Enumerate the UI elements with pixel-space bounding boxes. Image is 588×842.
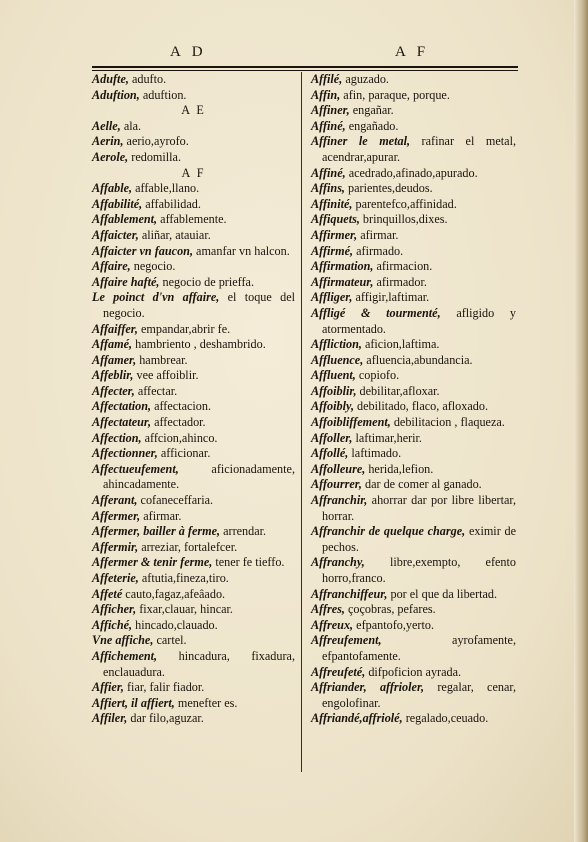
definition: eximir de pechos.	[322, 524, 516, 554]
dictionary-entry	[92, 415, 295, 431]
headword: Affectation,	[92, 399, 152, 414]
headword: Affaicter,	[92, 227, 139, 242]
dictionary-entry	[92, 399, 295, 415]
definition: dar filo,aguzar.	[127, 711, 204, 726]
headword: Affranchir de quelque charge,	[311, 524, 466, 539]
definition: empandar,abrir fe.	[137, 321, 231, 336]
header-rule-thin	[92, 70, 518, 71]
definition: affcion,ahinco.	[141, 430, 218, 445]
headword: Affirmer,	[311, 227, 358, 242]
headword: Affilé,	[311, 72, 343, 86]
dictionary-entry	[92, 337, 295, 353]
definition: difpoficion ayrada.	[365, 664, 462, 679]
dictionary-entry	[311, 353, 516, 369]
definition: aftutia,fineza,tiro.	[138, 571, 229, 585]
headword: Affectionner,	[92, 446, 158, 461]
definition: arrendar.	[220, 524, 267, 539]
headword: Affeblir,	[92, 368, 134, 383]
headword: Affermer & tenir ferme,	[92, 555, 213, 570]
headword: Affiner le metal,	[311, 134, 411, 149]
definition: vee affoiblir.	[133, 368, 199, 383]
headword: Affection,	[92, 430, 142, 445]
headword: Affranchir,	[311, 493, 368, 508]
headword: Affirmation,	[311, 259, 374, 274]
dictionary-entry	[311, 290, 516, 306]
definition: affablemente.	[157, 212, 227, 227]
dictionary-entry	[311, 587, 516, 603]
dictionary-entry	[311, 493, 516, 524]
dictionary-entry	[92, 259, 295, 275]
section-heading: A F	[181, 165, 206, 180]
definition: adufto.	[128, 72, 167, 86]
headword: Affranchiffeur,	[311, 586, 388, 601]
headword: Aelle,	[92, 118, 121, 133]
definition: afirmado.	[353, 243, 404, 258]
definition: afirmar.	[140, 508, 182, 523]
headword: Affeté	[92, 586, 123, 601]
dictionary-entry	[311, 368, 516, 384]
dictionary-entry	[92, 680, 295, 696]
dictionary-entry	[311, 633, 516, 664]
headword: Affiquets,	[311, 212, 360, 227]
headword: Affres,	[311, 602, 345, 617]
dictionary-entry	[92, 244, 295, 260]
definition: affectador.	[151, 415, 206, 430]
definition: debilitar,afloxar.	[356, 383, 440, 398]
headword: Affiler,	[92, 711, 128, 726]
definition: arreziar, fortalefcer.	[138, 539, 238, 554]
dictionary-entry	[92, 602, 295, 618]
definition: efpantofo,yerto.	[353, 617, 434, 632]
headword: Affoller,	[311, 430, 353, 445]
headword: Affectateur,	[92, 415, 152, 430]
headword: Affinité,	[311, 196, 353, 211]
column-divider	[301, 72, 302, 772]
headword: Afficher,	[92, 602, 137, 617]
dictionary-entry	[311, 72, 516, 88]
dictionary-entry	[311, 166, 516, 182]
dictionary-entry	[92, 72, 295, 88]
definition: libre,exempto, efento horro,franco.	[322, 555, 516, 585]
dictionary-entry	[311, 446, 516, 462]
left-column	[92, 72, 295, 727]
definition: aguzado.	[342, 72, 389, 86]
definition: aduftion.	[139, 87, 187, 102]
definition: hambrear.	[136, 352, 188, 367]
definition: affable,llano.	[132, 181, 200, 196]
dictionary-entry	[92, 150, 295, 166]
definition: hincadura, fixadura, enclauadura.	[103, 648, 295, 679]
dictionary-entry	[311, 181, 516, 197]
dictionary-entry	[311, 259, 516, 275]
headword: Affiner,	[311, 103, 350, 118]
dictionary-entry	[311, 134, 516, 165]
definition: el toque del negocio.	[103, 290, 296, 320]
definition: debilitado, flaco, afloxado.	[354, 399, 489, 414]
headword: Affaire hafté,	[92, 274, 160, 289]
dictionary-entry	[92, 322, 295, 338]
headword: Le poinct d'vn affaire,	[92, 290, 220, 305]
dictionary-entry	[311, 119, 516, 135]
definition: afirmador.	[373, 274, 427, 289]
right-column	[311, 72, 516, 727]
definition: acedrado,afinado,apurado.	[345, 165, 478, 180]
dictionary-entry	[311, 228, 516, 244]
definition: parentefco,affinidad.	[352, 196, 457, 211]
header-right: A F	[395, 44, 430, 60]
dictionary-entry	[92, 228, 295, 244]
definition: ahorrar dar por libre libertar, horrar.	[322, 493, 516, 523]
definition: affectacion.	[151, 399, 212, 414]
headword: Affriander, affrioler,	[311, 680, 425, 695]
definition: parientes,deudos.	[344, 181, 433, 196]
dictionary-entry	[311, 618, 516, 634]
section-heading: A E	[181, 103, 206, 118]
headword: Affabilité,	[92, 196, 143, 211]
headword: Affichement,	[92, 648, 158, 663]
headword: Affecter,	[92, 383, 135, 398]
definition: negocio de prieffa.	[159, 274, 255, 289]
dictionary-entry	[92, 212, 295, 228]
dictionary-entry	[311, 431, 516, 447]
headword: Adufte,	[92, 72, 129, 86]
definition: cofaneceffaria.	[137, 493, 214, 508]
dictionary-entry	[92, 696, 295, 712]
dictionary-entry	[92, 446, 295, 462]
header-rule-thick	[92, 66, 518, 68]
headword: Affreux,	[311, 617, 354, 632]
headword: Vne affiche,	[92, 633, 154, 648]
headword: Affoibly,	[311, 399, 354, 414]
headword: Affoiblir,	[311, 383, 357, 398]
definition: redomilla.	[128, 149, 182, 164]
dictionary-entry	[92, 633, 295, 649]
dictionary-entry	[92, 509, 295, 525]
dictionary-entry	[92, 493, 295, 509]
definition: afirmacion.	[373, 259, 433, 274]
definition: aliñar, atauiar.	[138, 227, 211, 242]
headword: Affaire,	[92, 259, 131, 274]
definition: hincado,clauado.	[132, 617, 218, 632]
headword: Affamé,	[92, 337, 133, 352]
dictionary-entry	[311, 524, 516, 555]
headword: Affiné,	[311, 165, 346, 180]
headword: Affolleure,	[311, 461, 366, 476]
headword: Affins,	[311, 181, 345, 196]
headword: Afferant,	[92, 493, 138, 508]
dictionary-entry	[92, 290, 295, 321]
dictionary-entry	[92, 649, 295, 680]
definition: afligido y atormentado.	[322, 305, 516, 336]
headword: Affranchy,	[311, 555, 365, 570]
dictionary-entry	[92, 555, 295, 571]
dictionary-entry	[311, 555, 516, 586]
dictionary-entry	[92, 571, 295, 587]
dictionary-entry	[311, 384, 516, 400]
dictionary-entry	[92, 524, 295, 540]
headword: Affaicter vn faucon,	[92, 243, 193, 258]
dictionary-entry	[92, 462, 295, 493]
dictionary-entry	[92, 587, 295, 603]
headword: Affligé & tourmenté,	[311, 305, 441, 320]
headword: Affreufeté,	[311, 664, 366, 679]
definition: engañado.	[345, 118, 399, 133]
definition: çoçobras, pefares.	[344, 602, 436, 617]
dictionary-entry	[92, 197, 295, 213]
headword: Affoibliffement,	[311, 415, 391, 430]
dictionary-entry	[92, 368, 295, 384]
dictionary-entry	[311, 477, 516, 493]
headword: Affermir,	[92, 539, 139, 554]
definition: ayrofamente, efpantofamente.	[322, 633, 516, 663]
definition: ala.	[120, 118, 142, 133]
dictionary-entry	[311, 306, 516, 337]
dictionary-entry	[92, 384, 295, 400]
headword: Affermer, bailler à ferme,	[92, 524, 221, 539]
dictionary-entry	[92, 181, 295, 197]
dictionary-entry	[92, 540, 295, 556]
dictionary-entry	[92, 275, 295, 291]
definition: rafinar el metal, acendrar,apurar.	[322, 134, 516, 164]
headword: Affluent,	[311, 368, 356, 383]
dictionary-entry	[311, 399, 516, 415]
dictionary-entry	[311, 212, 516, 228]
definition: laftimado.	[348, 446, 402, 461]
dictionary-entry	[92, 431, 295, 447]
headword: Affablement,	[92, 212, 158, 227]
definition: regalado,ceuado.	[402, 711, 489, 726]
dictionary-entry	[311, 244, 516, 260]
definition: copiofo.	[355, 368, 400, 383]
definition: aerio,ayrofo.	[123, 134, 189, 149]
headword: Affeterie,	[92, 571, 139, 585]
headword: Affiché,	[92, 617, 133, 632]
dictionary-entry	[311, 275, 516, 291]
headword: Affaiffer,	[92, 321, 138, 336]
definition: affigir,laftimar.	[352, 290, 430, 305]
running-header	[95, 44, 515, 68]
definition: amanfar vn halcon.	[193, 243, 290, 258]
definition: engañar.	[349, 103, 394, 118]
dictionary-entry	[311, 602, 516, 618]
dictionary-entry	[311, 88, 516, 104]
definition: affabilidad.	[142, 196, 201, 211]
dictionary-entry	[311, 711, 516, 727]
definition: herida,lefion.	[365, 461, 434, 476]
definition: cartel.	[153, 633, 187, 648]
definition: aficion,laftima.	[361, 337, 440, 352]
dictionary-entry	[311, 197, 516, 213]
headword: Affliction,	[311, 337, 362, 352]
definition: fixar,clauar, hincar.	[136, 602, 233, 617]
definition: debilitacion , flaqueza.	[390, 415, 505, 430]
definition: affectar.	[134, 383, 178, 398]
headword: Affier,	[92, 680, 124, 695]
dictionary-entry	[92, 711, 295, 727]
dictionary-entry	[311, 462, 516, 478]
headword: Affiné,	[311, 118, 346, 133]
headword: Affiert, il affiert,	[92, 695, 175, 710]
headword: Affourrer,	[311, 477, 362, 492]
headword: Affermer,	[92, 508, 141, 523]
headword: Aerole,	[92, 149, 129, 164]
definition: brinquillos,dixes.	[359, 212, 448, 227]
headword: Affreufement,	[311, 633, 382, 648]
definition: fiar, falir fiador.	[123, 680, 205, 695]
definition: afin, paraque, porque.	[340, 87, 450, 102]
definition: por el que da libertad.	[387, 586, 498, 601]
definition: cauto,fagaz,afeâado.	[122, 586, 226, 601]
headword: Affliger,	[311, 290, 353, 305]
definition: regalar, cenar, engolofinar.	[322, 680, 516, 710]
headword: Affollé,	[311, 446, 349, 461]
dictionary-entry	[311, 103, 516, 119]
dictionary-entry	[311, 680, 516, 711]
headword: Aerin,	[92, 134, 124, 149]
definition: aficionadamente, ahincadamente.	[103, 461, 295, 492]
dictionary-entry	[92, 134, 295, 150]
page-edge-shadow	[574, 0, 588, 842]
headword: Affamer,	[92, 352, 137, 367]
definition: afirmar.	[357, 227, 399, 242]
definition: hambriento , deshambrido.	[132, 337, 266, 352]
dictionary-entry	[92, 353, 295, 369]
headword: Affirmateur,	[311, 274, 374, 289]
dictionary-entry	[311, 337, 516, 353]
definition: afficionar.	[157, 446, 211, 461]
headword: Affin,	[311, 87, 341, 102]
dictionary-entry	[92, 88, 295, 104]
definition: menefter es.	[174, 695, 238, 710]
dictionary-entry	[92, 618, 295, 634]
header-left: A D	[170, 44, 207, 60]
headword: Affirmé,	[311, 243, 354, 258]
definition: negocio.	[130, 259, 176, 274]
definition: afluencia,abundancia.	[363, 352, 473, 367]
headword: Affable,	[92, 181, 133, 196]
headword: Affluence,	[311, 352, 364, 367]
headword: Affriandé,affriolé,	[311, 711, 403, 726]
definition: laftimar,herir.	[352, 430, 422, 445]
dictionary-entry	[92, 119, 295, 135]
definition: tener fe tieffo.	[212, 555, 285, 570]
headword: Aduftion,	[92, 87, 140, 102]
definition: dar de comer al ganado.	[361, 477, 482, 492]
dictionary-entry	[311, 415, 516, 431]
headword: Affectueufement,	[92, 461, 179, 476]
dictionary-entry	[311, 665, 516, 681]
